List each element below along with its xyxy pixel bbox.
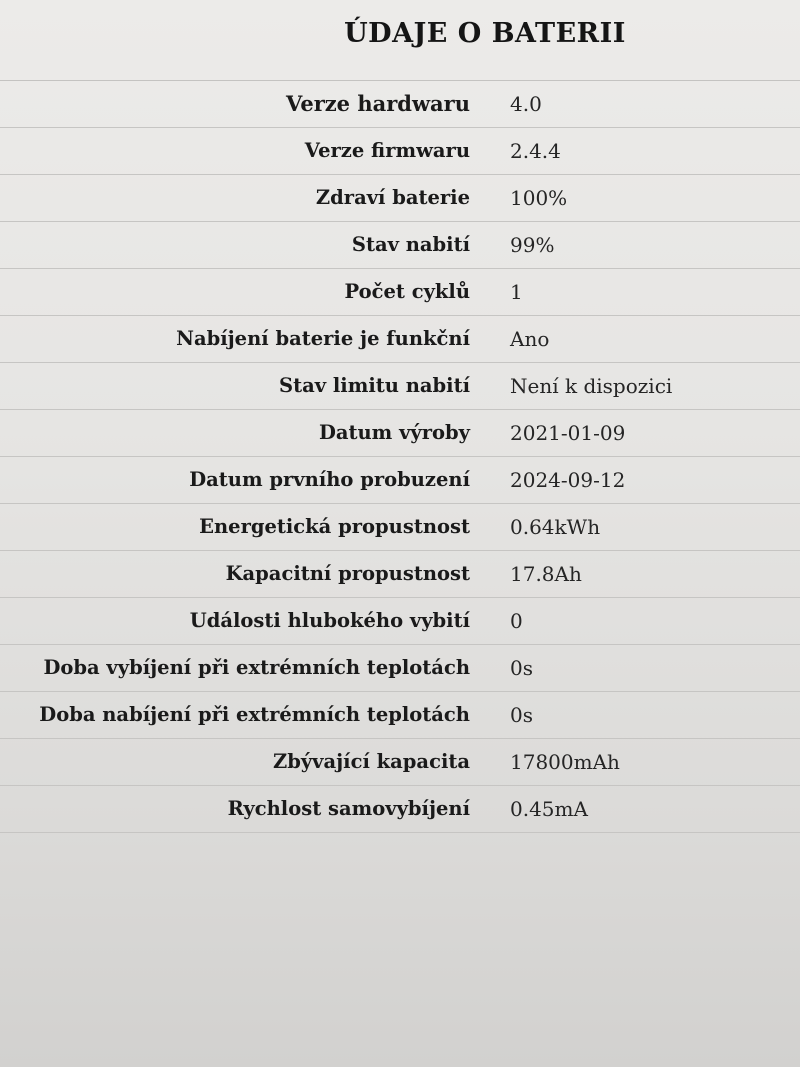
row-value: 0	[510, 609, 523, 633]
row-value: 17.8Ah	[510, 562, 582, 586]
row-value: 1	[510, 280, 523, 304]
row-label: Verze firmwaru	[304, 139, 470, 162]
row-label: Kapacitní propustnost	[225, 562, 470, 585]
row-label: Doba vybíjení při extrémních teplotách	[43, 656, 470, 679]
row-discharge-extreme-temp	[0, 645, 800, 692]
row-value: Není k dispozici	[510, 374, 673, 398]
row-label: Datum prvního probuzení	[189, 468, 470, 491]
row-value: 0.45mA	[510, 797, 588, 821]
battery-info-table	[0, 81, 800, 833]
row-battery-health	[0, 175, 800, 222]
row-label: Datum výroby	[318, 421, 470, 444]
row-label: Rychlost samovybíjení	[227, 797, 470, 820]
row-value: 0s	[510, 703, 533, 727]
row-value: 0.64kWh	[510, 515, 601, 539]
row-first-wake-date	[0, 457, 800, 504]
row-label: Nabíjení baterie je funkční	[176, 327, 470, 350]
row-label: Energetická propustnost	[199, 515, 470, 538]
row-label: Verze hardwaru	[285, 91, 470, 116]
row-value: 2024-09-12	[510, 468, 626, 492]
row-value: Ano	[510, 327, 550, 351]
row-label: Doba nabíjení při extrémních teplotách	[39, 703, 470, 726]
row-value: 4.0	[510, 92, 542, 116]
row-label: Zbývající kapacita	[272, 750, 470, 773]
row-value: 99%	[510, 233, 555, 257]
row-remaining-capacity	[0, 739, 800, 786]
row-label: Stav nabití	[351, 233, 470, 256]
row-label: Události hlubokého vybití	[189, 609, 470, 632]
row-charge-extreme-temp	[0, 692, 800, 739]
row-cycle-count	[0, 269, 800, 316]
row-charge-limit-state	[0, 363, 800, 410]
row-value: 2.4.4	[510, 139, 561, 163]
row-deep-discharge-events	[0, 598, 800, 645]
row-value: 100%	[510, 186, 568, 210]
row-self-discharge-rate	[0, 786, 800, 833]
row-value: 0s	[510, 656, 533, 680]
row-label: Počet cyklů	[344, 280, 470, 303]
row-charge-state	[0, 222, 800, 269]
row-charging-functional	[0, 316, 800, 363]
row-firmware-version	[0, 128, 800, 175]
row-value: 2021-01-09	[510, 421, 626, 445]
row-energy-throughput	[0, 504, 800, 551]
row-manufacture-date	[0, 410, 800, 457]
row-value: 17800mAh	[510, 750, 620, 774]
row-hardware-version	[0, 81, 800, 128]
page-title: ÚDAJE O BATERII	[344, 18, 626, 49]
row-capacity-throughput	[0, 551, 800, 598]
row-label: Stav limitu nabití	[279, 374, 470, 397]
row-label: Zdraví baterie	[315, 186, 470, 209]
